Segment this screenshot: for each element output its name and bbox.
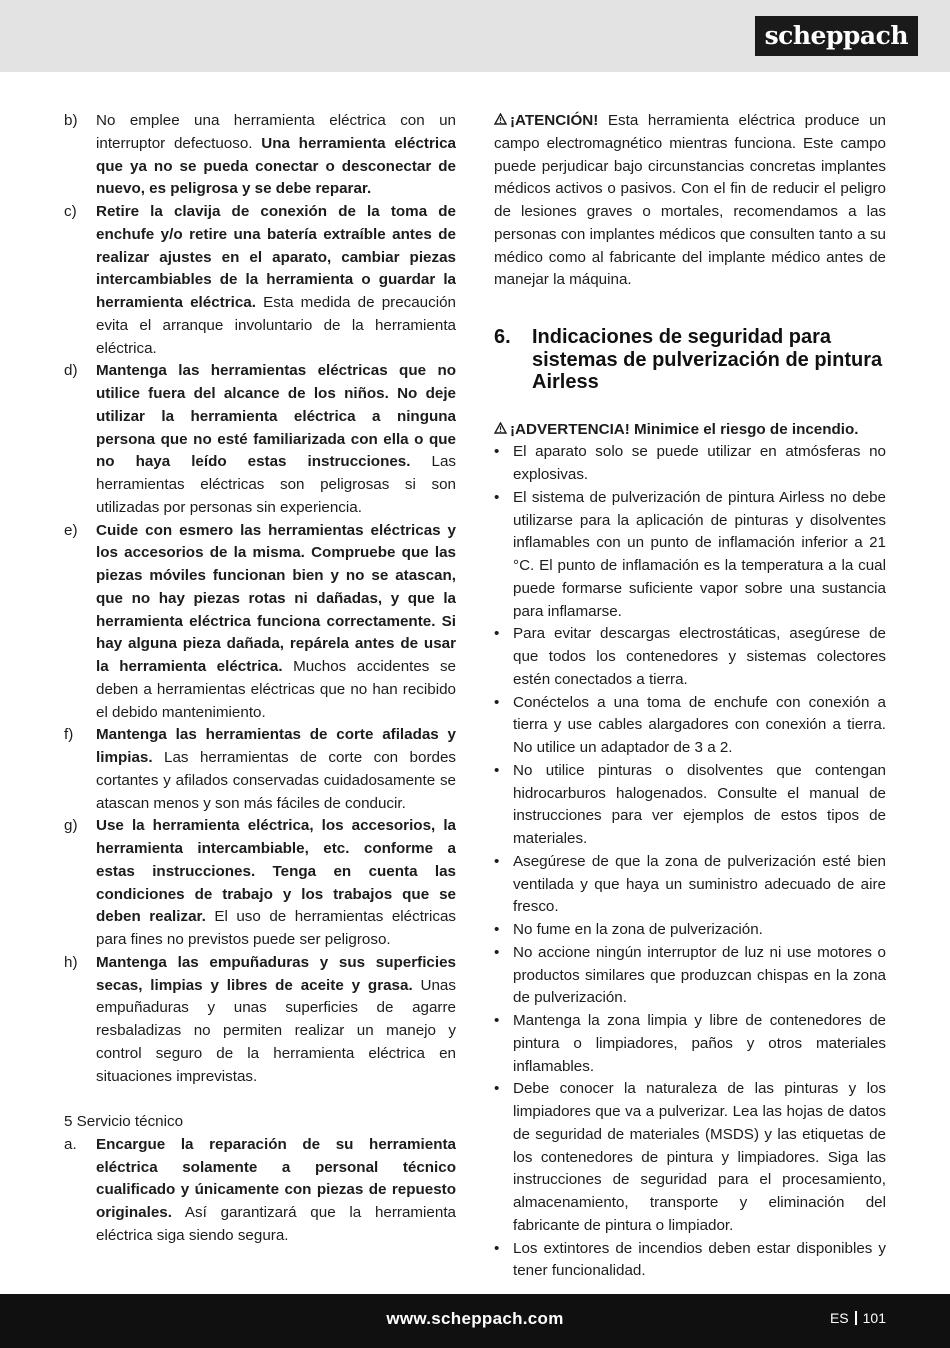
page-info (830, 1310, 886, 1326)
warning-triangle-icon (494, 110, 510, 133)
divider (855, 1311, 857, 1325)
warning-triangle-icon (494, 419, 510, 442)
bullet-dot-icon: • (494, 488, 500, 506)
bullet-dot-icon: • (494, 625, 500, 643)
instruction-item: b) No emplee una herramienta eléctrica con un interruptor defectuoso. Una herramienta eléctrica que ya no se pueda conectar o desconectar de nuevo, es peligrosa y se debe reparar. (64, 112, 456, 198)
bullet-item: • Para evitar descargas electrostáticas, asegúrese de que todos los contenedores y sistemas colectores estén conectados a tierra. (494, 623, 886, 691)
bullet-dot-icon: • (494, 921, 500, 938)
service-item: a. Encargue la reparación de su herramienta eléctrica solamente a personal técnico cualificado y únicamente con piezas de repuesto originales. Así garantizará que la herramienta eléctrica siga siendo segura. (64, 1135, 456, 1244)
bullet-dot-icon: • (494, 943, 500, 961)
footer-bar (0, 1294, 950, 1348)
bullet-item: • Conéctelos a una toma de enchufe con conexión a tierra y use cables alargadores con conexión a tierra. No utilice un adaptador de 3 a 2. (494, 692, 886, 760)
bullet-item: • No accione ningún interruptor de luz ni use motores o productos similares que produzcan chispas en la zona de pulverización. (494, 942, 886, 1010)
bullet-dot-icon: • (494, 693, 500, 711)
service-title: 5 Servicio técnico (64, 1113, 184, 1130)
section-6-heading: 6. Indicaciones de seguridad para sistemas de pulverización de pintura Airless (494, 326, 883, 393)
instruction-item: g) Use la herramienta eléctrica, los accesorios, la herramienta intercambiable, etc. conforme a estas instrucciones. Tenga en cuenta las condiciones de trabajo y los trabajos que se deben realizar. El uso de herramientas eléctricas para fines no previstos puede ser peligroso. (64, 817, 456, 948)
instruction-item: h) Mantenga las empuñaduras y sus superficies secas, limpias y libres de aceite y grasa. Unas empuñaduras y unas superficies de agarre resbaladizas no permiten realizar un manejo y control seguro de la herramienta eléctrica en situaciones imprevistas. (64, 953, 456, 1085)
left-column (64, 110, 456, 1248)
bullet-dot-icon: • (494, 1239, 500, 1257)
bullet-item: • Debe conocer la naturaleza de las pinturas y los limpiadores que va a pulverizar. Lea las hojas de datos de seguridad de materiales (MSDS) y las etiquetas de los contenedores de pintura y limpiadores. Siga las instrucciones de seguridad para el procesamiento, almacenamiento, transporte y eliminación del fabricante de pintura o limpiador. (494, 1078, 886, 1237)
website-link[interactable]: www.scheppach.com (386, 1309, 564, 1328)
right-column (494, 110, 886, 1283)
safety-bullet-list (494, 441, 886, 1283)
bullet-dot-icon: • (494, 1012, 500, 1029)
bullet-item: • No fume en la zona de pulverización. (494, 919, 886, 942)
bullet-item: • No utilice pinturas o disolventes que contengan hidrocarburos halogenados. Consulte el manual de instrucciones para ver ejemplos de estos tipos de materiales. (494, 760, 886, 851)
bullet-item: • Mantenga la zona limpia y libre de contenedores de pintura o limpiadores, paños y otros materiales inflamables. (494, 1010, 886, 1078)
scheppach-logo: scheppach (755, 16, 918, 56)
bullet-dot-icon: • (494, 443, 500, 461)
instruction-item: e) Cuide con esmero las herramientas eléctricas y los accesorios de la misma. Compruebe que las piezas móviles funcionan bien y no se atascan, que no hay piezas rotas ni dañadas, y que la herramienta eléctrica funciona correctamente. Si hay alguna pieza dañada, repárela antes de usar la herramienta eléctrica. Muchos accidentes se deben a herramientas eléctricas que no han recibido el debido mantenimiento. (64, 521, 456, 721)
instruction-item: c) Retire la clavija de conexión de la toma de enchufe y/o retire una batería extraíble antes de realizar ajustes en el aparato, cambiar piezas intercambiables de la herramienta o guardar la herramienta eléctrica. Esta medida de precaución evita el arranque involuntario de la herramienta eléctrica. (64, 203, 456, 357)
bullet-dot-icon: • (494, 1080, 500, 1098)
instruction-item: d) Mantenga las herramientas eléctricas que no utilice fuera del alcance de los niños. No deje utilizar la herramienta eléctrica a ninguna persona que no esté familiarizada con ella o que no haya leído estas instrucciones. Las herramientas eléctricas son peligrosas si son utilizadas por personas sin experiencia. (64, 362, 456, 516)
bullet-dot-icon: • (494, 852, 500, 870)
fire-warning: ¡ADVERTENCIA! Minimice el riesgo de incendio. (494, 419, 886, 442)
language-code: ES (829, 1310, 849, 1326)
instruction-item: f) Mantenga las herramientas de corte afiladas y limpias. Las herramientas de corte con bordes cortantes y afilados conservadas cuidadosamente se atascan menos y son más fáciles de conducir. (64, 726, 456, 812)
page-number: 101 (862, 1310, 886, 1326)
bullet-item: • El aparato solo se puede utilizar en atmósferas no explosivas. (494, 441, 886, 487)
header-bar (0, 0, 950, 72)
bullet-dot-icon: • (494, 761, 500, 779)
bullet-item: • El sistema de pulverización de pintura Airless no debe utilizarse para la aplicación de pinturas y disolventes inflamables con un punto de inflamación inferior a 21 °C. El punto de inflamación es la temperatura a la cual puede formarse suficiente vapor sobre una sustancia para inflamarse. (494, 487, 886, 624)
bullet-item: • Asegúrese de que la zona de pulverización esté bien ventilada y que haya un suministro adecuado de aire fresco. (494, 851, 886, 919)
attention-paragraph: ¡ATENCIÓN! Esta herramienta eléctrica produce un campo electromagnético mientras funciona. Este campo puede perjudicar bajo circunstancias concretas implantes médicos activos o pasivos. Con el fin de reducir el peligro de lesiones graves o mortales, recomendamos a las personas con implantes médicos que consulten tanto a su médico como al fabricante del implante médico antes de manejar la máquina. (494, 112, 886, 289)
bullet-item: • Los extintores de incendios deben estar disponibles y tener funcionalidad. (494, 1238, 886, 1284)
